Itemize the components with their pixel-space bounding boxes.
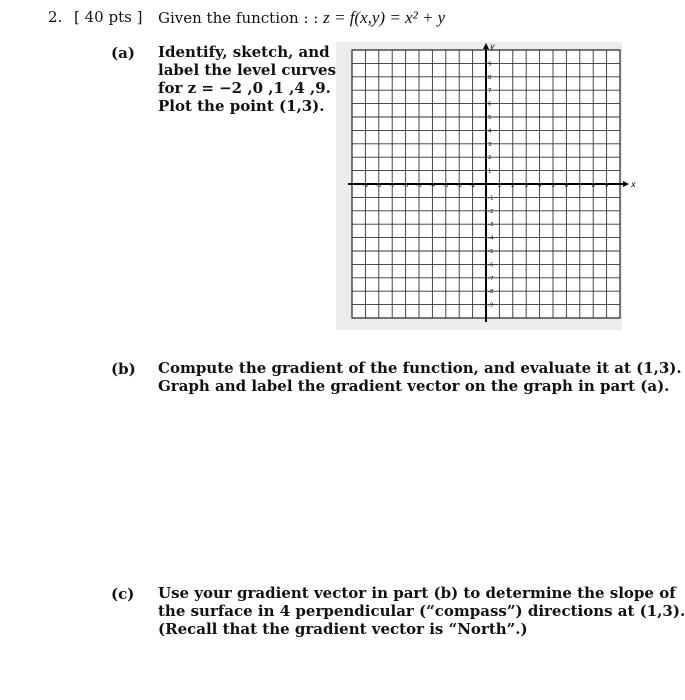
question-intro (158, 8, 445, 28)
part-c-text (158, 584, 685, 638)
y-tick-label: -3 (488, 222, 494, 229)
grid-svg (336, 42, 636, 330)
x-axis-arrow (623, 181, 629, 187)
function-expression: z = f(x,y) = x² + y (323, 8, 446, 27)
question-points: [ 40 pts ] (74, 8, 143, 26)
x-tick-label: 3 (524, 183, 528, 189)
part-b-line: Compute the gradient of the function, and evaluate it at (1,3). (158, 359, 682, 377)
x-tick-label: -2 (456, 183, 462, 189)
x-tick-label: 7 (578, 183, 582, 189)
question-number: 2. (48, 8, 63, 26)
y-tick-label: -8 (488, 289, 494, 296)
x-tick-label: 8 (591, 183, 595, 189)
y-tick-label: -9 (488, 302, 494, 309)
part-c-label: (c) (111, 585, 135, 603)
y-tick-label: 7 (488, 88, 492, 95)
y-tick-label: 5 (488, 115, 492, 121)
part-c-line: Use your gradient vector in part (b) to determine the slope of (158, 584, 676, 602)
y-tick-label: 8 (488, 74, 492, 81)
y-tick-label: -6 (488, 262, 494, 269)
y-tick-label: -1 (488, 195, 494, 202)
part-a-line: label the level curves (158, 61, 337, 79)
x-tick-label: 1 (497, 183, 502, 189)
y-tick-label: 9 (488, 61, 492, 68)
x-tick-label: -3 (443, 183, 449, 189)
x-axis-label: x (631, 180, 636, 189)
part-a-text (158, 43, 336, 115)
part-a-line: Identify, sketch, and (158, 43, 330, 61)
y-axis-label: y (490, 42, 495, 51)
x-tick-label: -4 (429, 183, 436, 189)
part-c-line: (Recall that the gradient vector is “North”.) (158, 620, 528, 638)
y-tick-label: 1 (488, 168, 492, 175)
y-tick-label: 4 (488, 128, 492, 135)
x-tick-label: -8 (376, 183, 382, 189)
x-tick-label: -9 (362, 183, 369, 189)
y-tick-label: -4 (488, 235, 494, 242)
x-tick-label: 2 (511, 183, 515, 189)
y-tick-label: -2 (488, 208, 494, 215)
x-tick-label: -6 (402, 183, 409, 189)
part-b-line: Graph and label the gradient vector on the graph in part (a). (158, 377, 670, 395)
x-tick-label: -5 (416, 183, 422, 189)
y-tick-label: 2 (488, 155, 492, 162)
coordinate-grid (336, 42, 636, 330)
x-tick-label: 4 (537, 183, 542, 189)
y-axis-arrow (483, 43, 489, 49)
x-tick-label: 6 (564, 183, 569, 189)
part-b-text (158, 359, 682, 395)
y-tick-label: -5 (488, 249, 494, 255)
intro-text: Given the function : : (158, 9, 319, 27)
part-a-line: for z = −2 ,0 ,1 ,4 ,9. (158, 79, 331, 97)
part-a-label: (a) (111, 44, 135, 62)
y-tick-label: 6 (488, 101, 492, 108)
y-tick-label: 3 (488, 141, 492, 148)
part-c-line: the surface in 4 perpendicular (“compass”) directions at (1,3). (158, 602, 685, 620)
part-a-line: Plot the point (1,3). (158, 97, 325, 115)
x-tick-label: 5 (551, 183, 555, 189)
x-tick-label: -1 (469, 183, 476, 189)
y-tick-label: -7 (488, 275, 494, 282)
part-b-label: (b) (111, 360, 136, 378)
x-tick-label: 9 (604, 183, 609, 189)
x-tick-label: -7 (389, 183, 395, 189)
